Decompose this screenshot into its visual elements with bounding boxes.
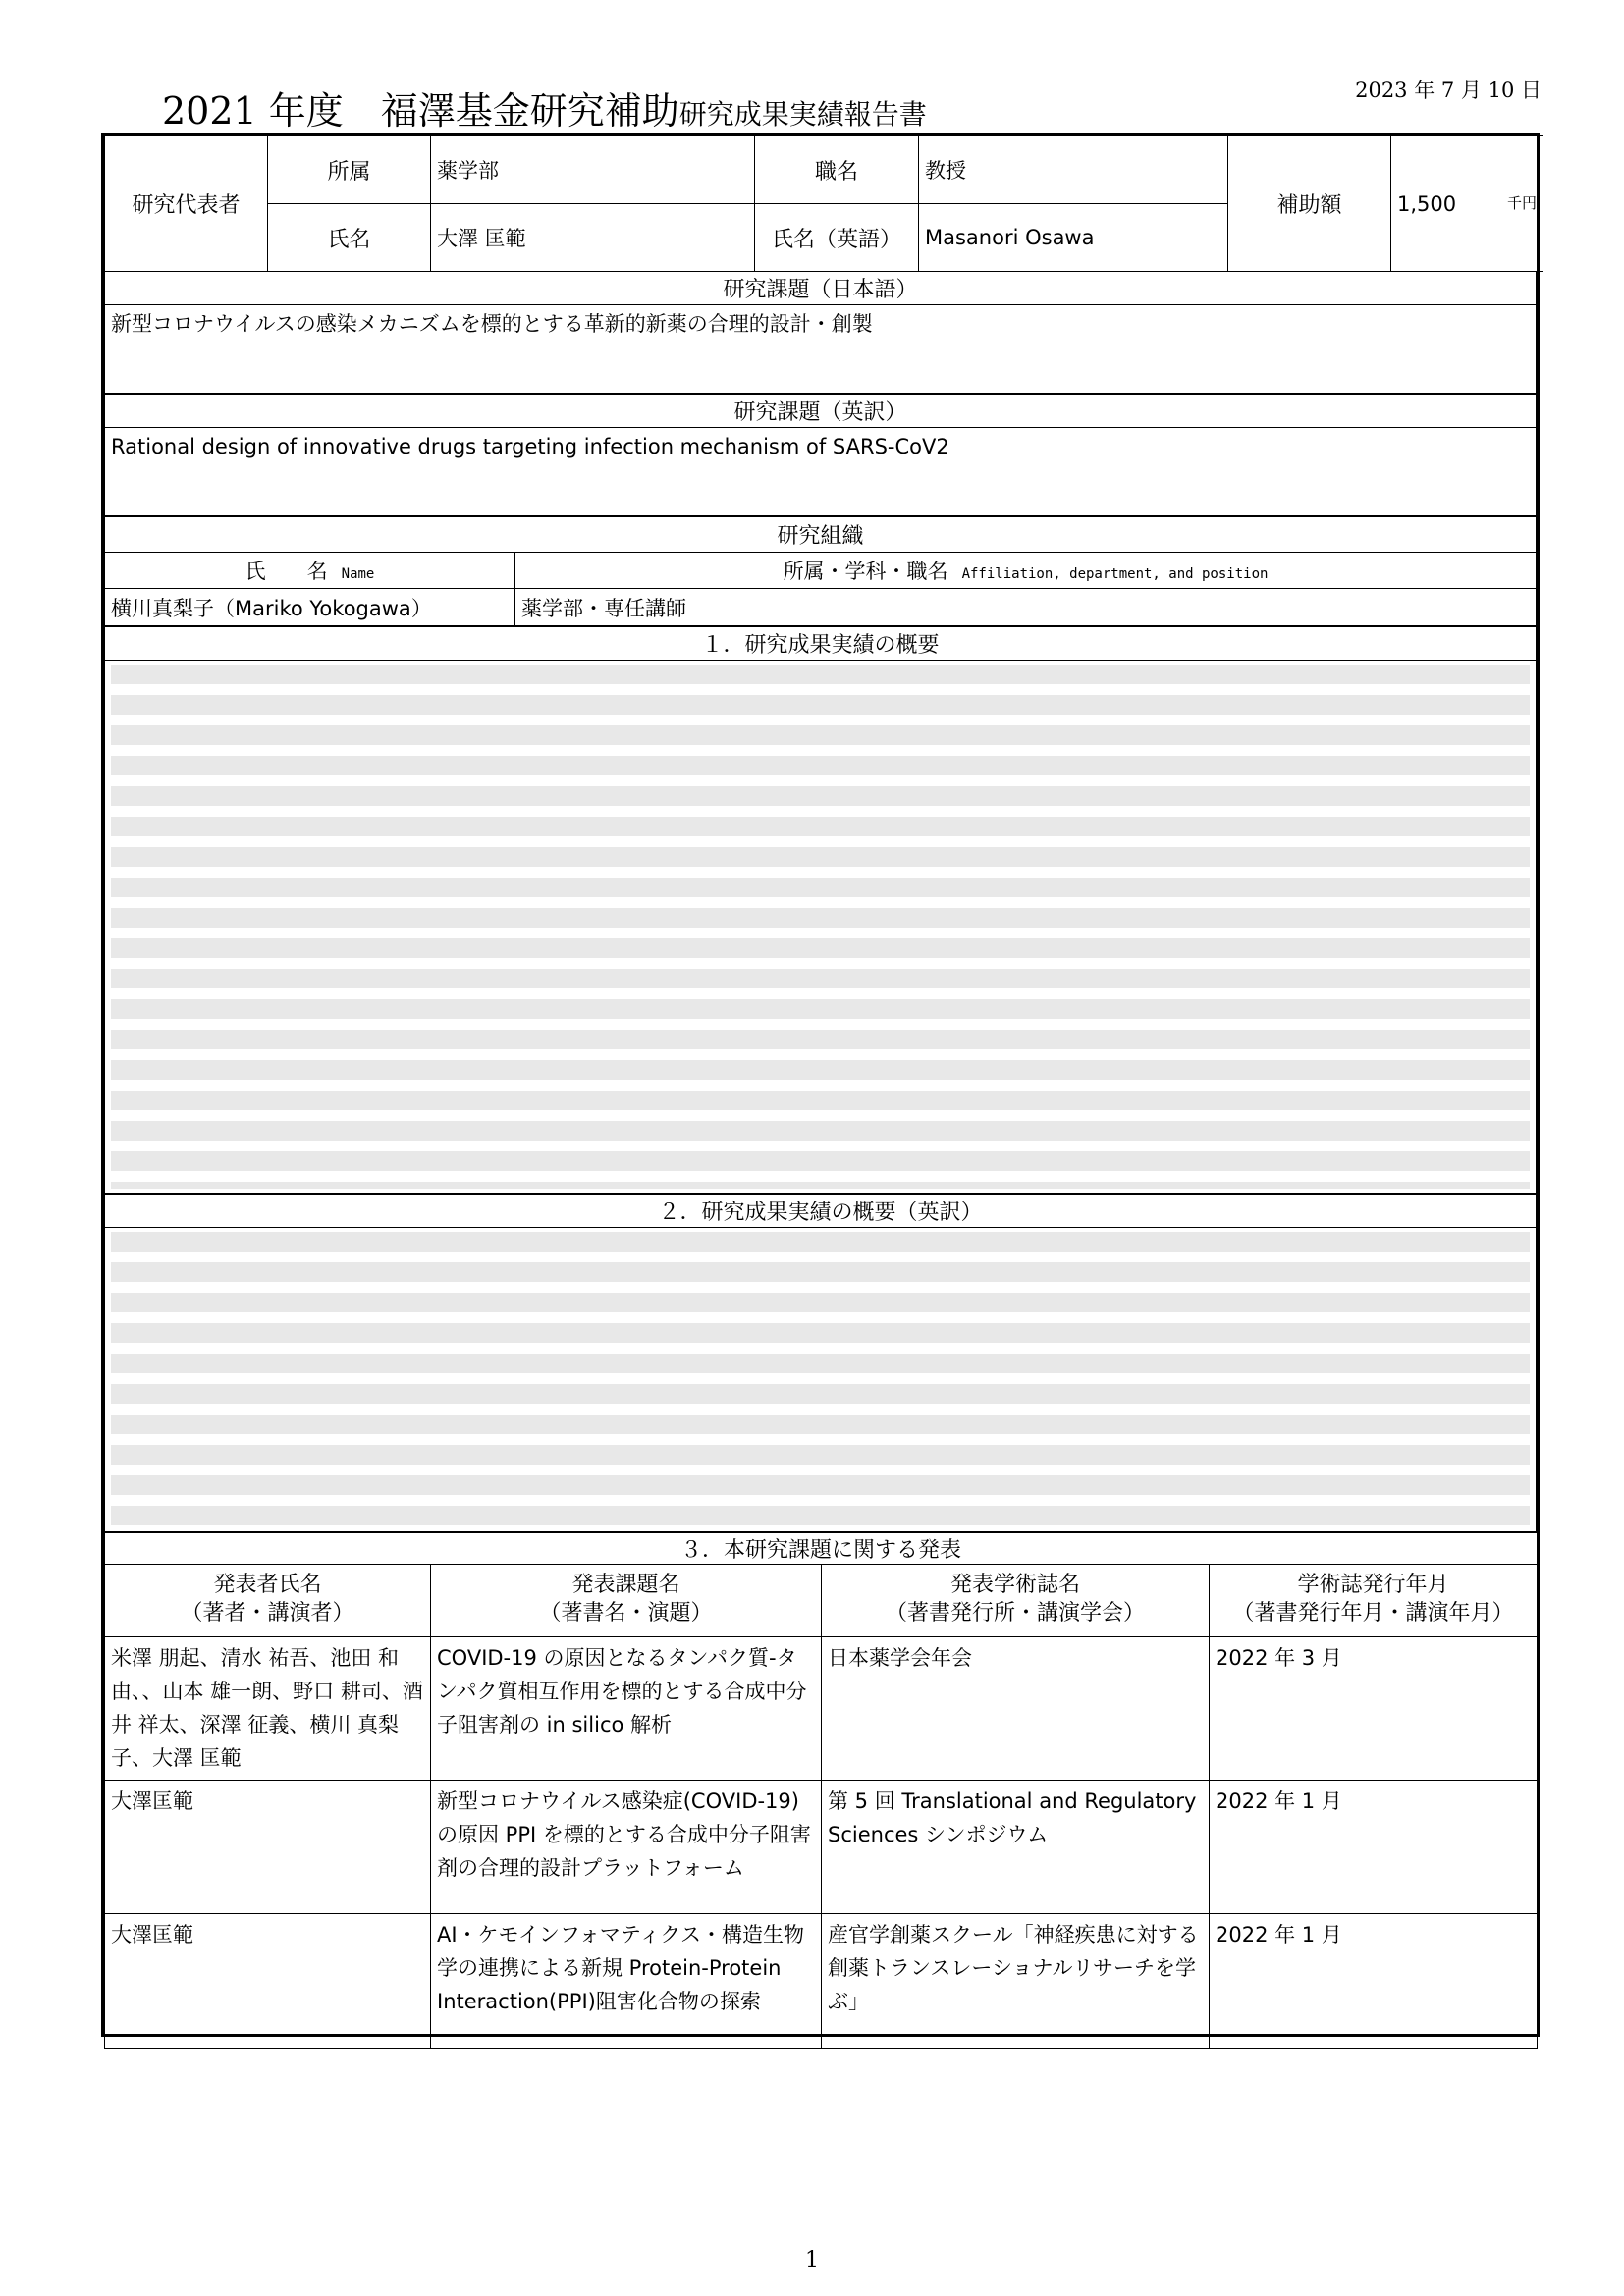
theme-en-heading: 研究課題（英訳）: [105, 395, 1537, 428]
org-col-name: [105, 552, 515, 589]
pub-title: 新型コロナウイルス感染症(COVID-19)の原因 PPI を標的とする合成中分子阻害剤の合理的設計プラットフォーム: [431, 1781, 822, 1914]
document-title: [162, 80, 927, 134]
org-col-aff-ja: 所属・学科・職名: [783, 559, 948, 583]
affiliation-label: 所属: [268, 136, 431, 204]
table-row: [105, 1914, 1538, 2049]
org-col-name-en: Name: [341, 565, 375, 582]
page-number: 1: [805, 2248, 819, 2272]
pub-col-title-main: 発表課題名: [571, 1573, 680, 1597]
organization-section: [104, 516, 1537, 626]
summary-en-heading: ２．研究成果実績の概要（英訳）: [105, 1195, 1537, 1228]
representative-table: [104, 135, 1543, 272]
theme-ja-heading: 研究課題（日本語）: [105, 272, 1537, 305]
summary-ja-heading: １．研究成果実績の概要: [105, 627, 1537, 661]
pub-col-title-sub: （著書名・演題）: [539, 1601, 713, 1626]
publications-section: [104, 1532, 1538, 2049]
grant-value: 1,500: [1397, 191, 1457, 216]
rep-label: 研究代表者: [105, 136, 268, 272]
pub-col-authors: [105, 1565, 431, 1637]
theme-en-text: Rational design of innovative drugs targeting infection mechanism of SARS-CoV2: [105, 428, 1537, 516]
pub-authors: 米澤 朋起、清水 祐吾、池田 和由、、山本 雄一朗、野口 耕司、酒井 祥太、深澤 征義、横川 真梨子、大澤 匡範: [105, 1637, 431, 1781]
pub-date: 2022 年 1 月: [1210, 1914, 1538, 2049]
pub-col-date-sub: （著書発行年月・講演年月）: [1232, 1601, 1514, 1626]
pub-venue: 日本薬学会年会: [822, 1637, 1210, 1781]
pub-title: COVID-19 の原因となるタンパク質-タンパク質相互作用を標的とする合成中分子阻害剤の in silico 解析: [431, 1637, 822, 1781]
pub-title: AI・ケモインフォマティクス・構造生物学の連携による新規 Protein-Protein Interaction(PPI)阻害化合物の探索: [431, 1914, 822, 2049]
summary-ja-text: [105, 661, 1537, 1194]
pub-col-title: [431, 1565, 822, 1637]
report-frame: [101, 133, 1540, 2037]
org-col-aff: [515, 552, 1537, 589]
pub-authors: 大澤匡範: [105, 1914, 431, 2049]
org-col-aff-en: Affiliation, department, and position: [961, 565, 1269, 582]
summary-en-placeholder: [111, 1232, 1530, 1527]
affiliation-value: 薬学部: [431, 136, 755, 204]
table-row: [105, 1781, 1538, 1914]
summary-ja-section: [104, 626, 1537, 1194]
theme-ja-text: 新型コロナウイルスの感染メカニズムを標的とする革新的新薬の合理的設計・創製: [105, 305, 1537, 394]
pub-col-date: [1210, 1565, 1538, 1637]
org-heading: 研究組織: [105, 517, 1537, 553]
theme-ja-section: [104, 271, 1537, 394]
publications-heading: ３．本研究課題に関する発表: [105, 1533, 1538, 1565]
pub-date: 2022 年 3 月: [1210, 1637, 1538, 1781]
grant-unit: 千円: [1506, 193, 1537, 212]
name-en-value: Masanori Osawa: [919, 204, 1228, 272]
position-label: 職名: [755, 136, 919, 204]
pub-col-venue-sub: （著書発行所・講演学会）: [885, 1601, 1145, 1626]
name-value: 大澤 匡範: [431, 204, 755, 272]
pub-col-date-main: 学術誌発行年月: [1297, 1573, 1449, 1597]
grant-label: 補助額: [1228, 136, 1391, 272]
org-member-aff: 薬学部・専任講師: [515, 589, 1537, 626]
pub-venue: 産官学創薬スクール「神経疾患に対する創薬トランスレーショナルリサーチを学ぶ」: [822, 1914, 1210, 2049]
report-date: 2023 年 7 月 10 日: [1355, 79, 1542, 102]
position-value: 教授: [919, 136, 1228, 204]
summary-ja-placeholder: [111, 665, 1530, 1189]
pub-venue: 第 5 回 Translational and Regulatory Sciences シンポジウム: [822, 1781, 1210, 1914]
pub-authors: 大澤匡範: [105, 1781, 431, 1914]
name-label: 氏名: [268, 204, 431, 272]
grant-amount: [1391, 136, 1543, 272]
pub-col-venue-main: 発表学術誌名: [949, 1573, 1080, 1597]
org-col-name-ja: 氏 名: [244, 559, 328, 583]
name-en-label: 氏名（英語）: [755, 204, 919, 272]
title-main: 2021 年度 福澤基金研究補助: [162, 89, 679, 133]
pub-date: 2022 年 1 月: [1210, 1781, 1538, 1914]
pub-col-venue: [822, 1565, 1210, 1637]
pub-col-authors-main: 発表者氏名: [213, 1573, 322, 1597]
summary-en-text: [105, 1228, 1537, 1532]
summary-en-section: [104, 1194, 1537, 1532]
pub-col-authors-sub: （著者・講演者）: [181, 1601, 354, 1626]
table-row: [105, 1637, 1538, 1781]
org-member-name: 横川真梨子（Mariko Yokogawa）: [105, 589, 515, 626]
theme-en-section: [104, 394, 1537, 516]
title-sub: 研究成果実績報告書: [678, 98, 927, 131]
